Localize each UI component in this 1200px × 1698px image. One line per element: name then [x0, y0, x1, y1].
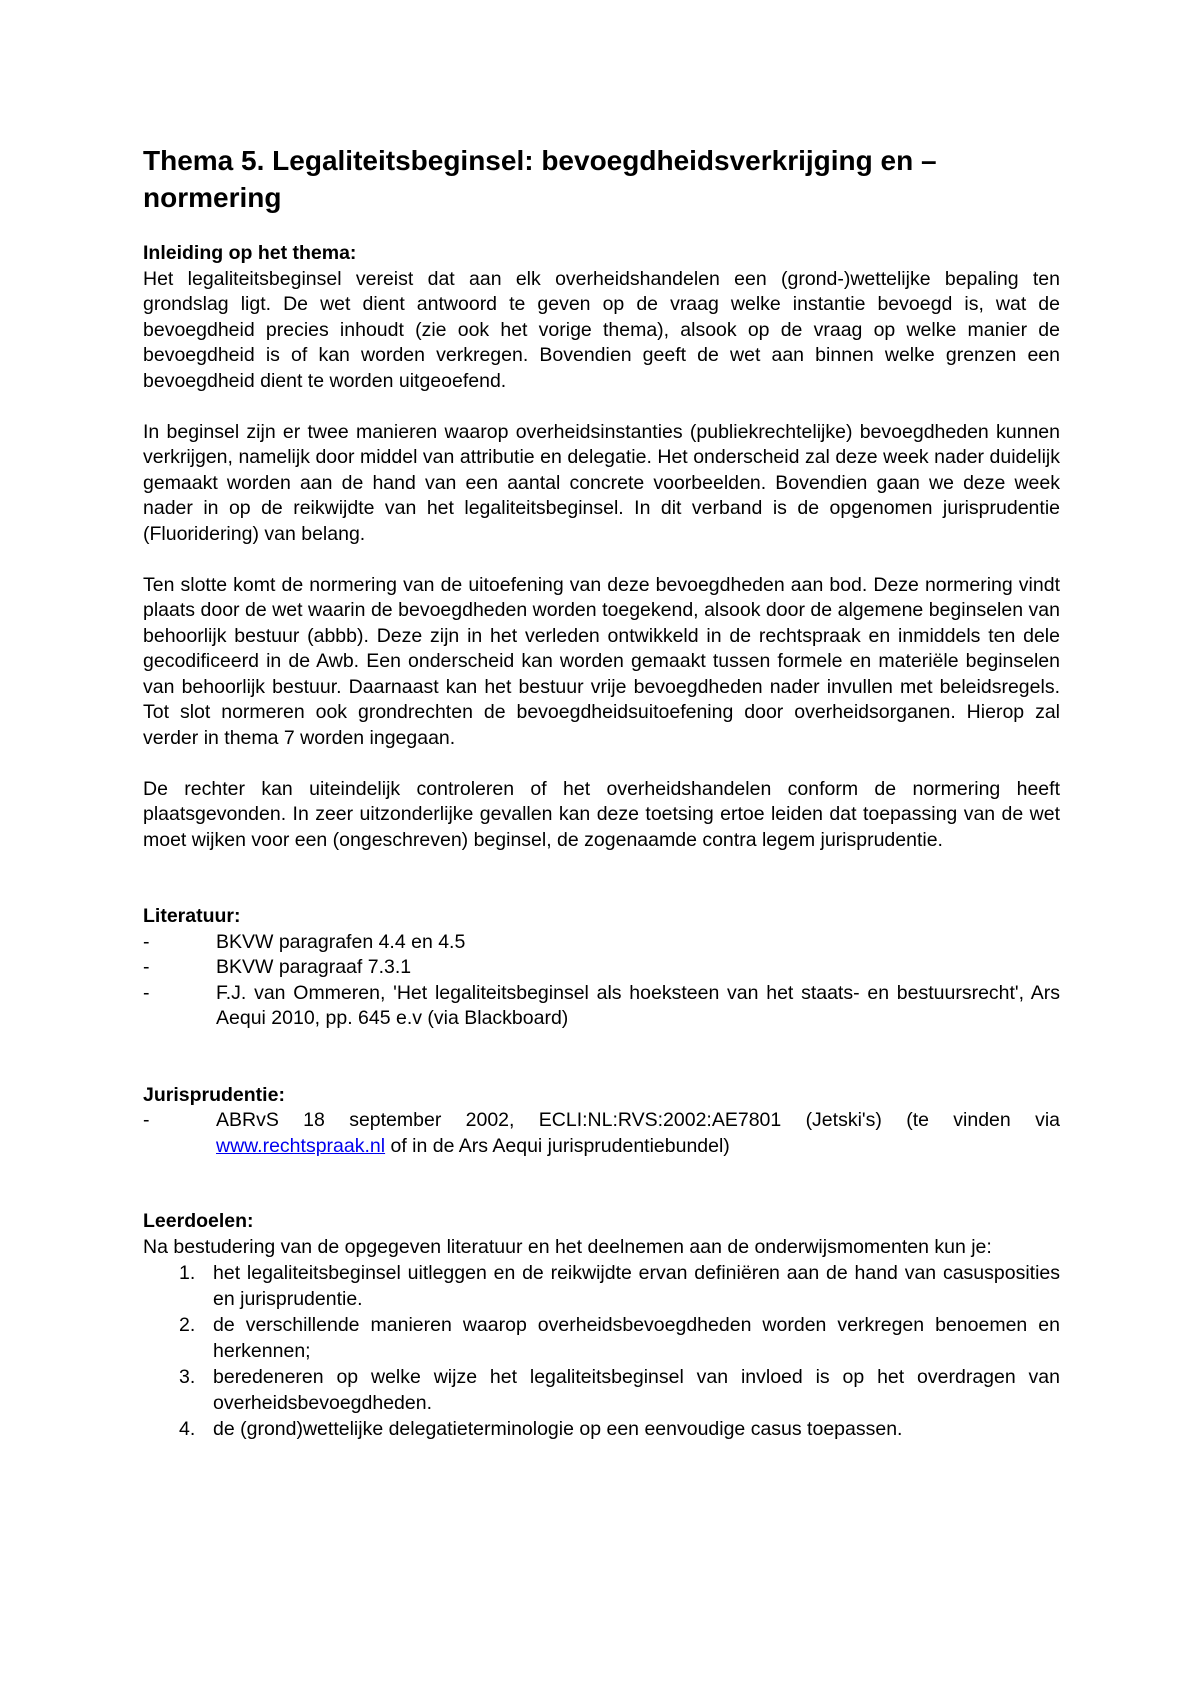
list-item: 3. beredeneren op welke wijze het legaliteitsbeginsel van invloed is op het overdragen van overheidsbevoegdheden.	[179, 1366, 1060, 1414]
intro-paragraph-3: Ten slotte komt de normering van de uitoefening van deze bevoegdheden aan bod. Deze normering vindt plaats door de wet waarin de bevoegdheden worden toegekend, alsook door de algemene beginselen van behoorlijk bestuur (abbb). Deze zijn in het verleden ontwikkeld in de rechtspraak en inmiddels ten dele gecodificeerd in de Awb. Een onderscheid kan worden gemaakt tussen formele en materiële beginselen van behoorlijk bestuur. Daarnaast kan het bestuur vrije bevoegdheden nader invullen met beleidsregels. Tot slot normeren ook grondrechten de bevoegdheidsuitoefening door overheidsorganen. Hierop zal verder in thema 7 worden ingegaan.	[143, 573, 1060, 749]
leerdoelen-list	[143, 1260, 1060, 1442]
jurisprudentie-list	[143, 1108, 1060, 1159]
rechtspraak-link[interactable]: www.rechtspraak.nl	[216, 1134, 386, 1157]
intro-heading: Inleiding op het thema:	[143, 242, 357, 264]
leerdoelen-heading: Leerdoelen:	[143, 1210, 254, 1232]
list-item: 1. het legaliteitsbeginsel uitleggen en de reikwijdte ervan definiëren aan de hand van casusposities en jurisprudentie.	[179, 1262, 1060, 1310]
list-item: - BKVW paragraaf 7.3.1	[143, 956, 412, 978]
document-page	[143, 142, 1060, 1442]
intro-paragraph-2: In beginsel zijn er twee manieren waarop overheidsinstanties (publiekrechtelijke) bevoegdheden kunnen verkrijgen, namelijk door middel van attributie en delegatie. Het onderscheid zal deze week nader duidelijk gemaakt worden aan de hand van een aantal concrete voorbeelden. Bovendien gaan we deze week nader in op de reikwijdte van het legaliteitsbeginsel. In dit verband is de opgenomen jurisprudentie (Fluoridering) van belang.	[143, 420, 1060, 545]
literatuur-list	[143, 930, 1060, 1032]
intro-paragraph-4: De rechter kan uiteindelijk controleren of het overheidshandelen conform de normering heeft plaatsgevonden. In zeer uitzonderlijke gevallen kan deze toetsing ertoe leiden dat toepassing van de wet moet wijken voor een (ongeschreven) beginsel, de zogenaamde contra legem jurisprudentie.	[143, 777, 1060, 851]
list-item: 4. de (grond)wettelijke delegatieterminologie op een eenvoudige casus toepassen.	[179, 1418, 903, 1440]
list-item: - ABRvS 18 september 2002, ECLI:NL:RVS:2002:AE7801 (Jetski's) (te vinden via www.rechtspraak.nl of in de Ars Aequi jurisprudentiebundel)	[143, 1109, 1060, 1157]
list-item: 2. de verschillende manieren waarop overheidsbevoegdheden worden verkregen benoemen en herkennen;	[179, 1314, 1060, 1362]
page-title: Thema 5. Legaliteitsbeginsel: bevoegdheidsverkrijging en – normering	[143, 145, 937, 213]
literatuur-heading: Literatuur:	[143, 905, 241, 927]
list-item: - F.J. van Ommeren, 'Het legaliteitsbeginsel als hoeksteen van het staats- en bestuursrecht', Ars Aequi 2010, pp. 645 e.v (via Blackboard)	[143, 981, 1060, 1029]
list-item: - BKVW paragrafen 4.4 en 4.5	[143, 930, 466, 953]
jurisprudentie-heading: Jurisprudentie:	[143, 1083, 285, 1106]
leerdoelen-intro: Na bestudering van de opgegeven literatuur en het deelnemen aan de onderwijsmomenten kun je:	[143, 1235, 992, 1258]
intro-paragraph-1: Het legaliteitsbeginsel vereist dat aan elk overheidshandelen een (grond-)wettelijke bepaling ten grondslag ligt. De wet dient antwoord te geven op de vraag welke instantie bevoegd is, wat de bevoegdheid precies inhoudt (zie ook het vorige thema), alsook op de vraag op welke manier de bevoegdheid is of kan worden verkregen. Bovendien geeft de wet aan binnen welke grenzen een bevoegdheid dient te worden uitgeoefend.	[143, 267, 1060, 392]
